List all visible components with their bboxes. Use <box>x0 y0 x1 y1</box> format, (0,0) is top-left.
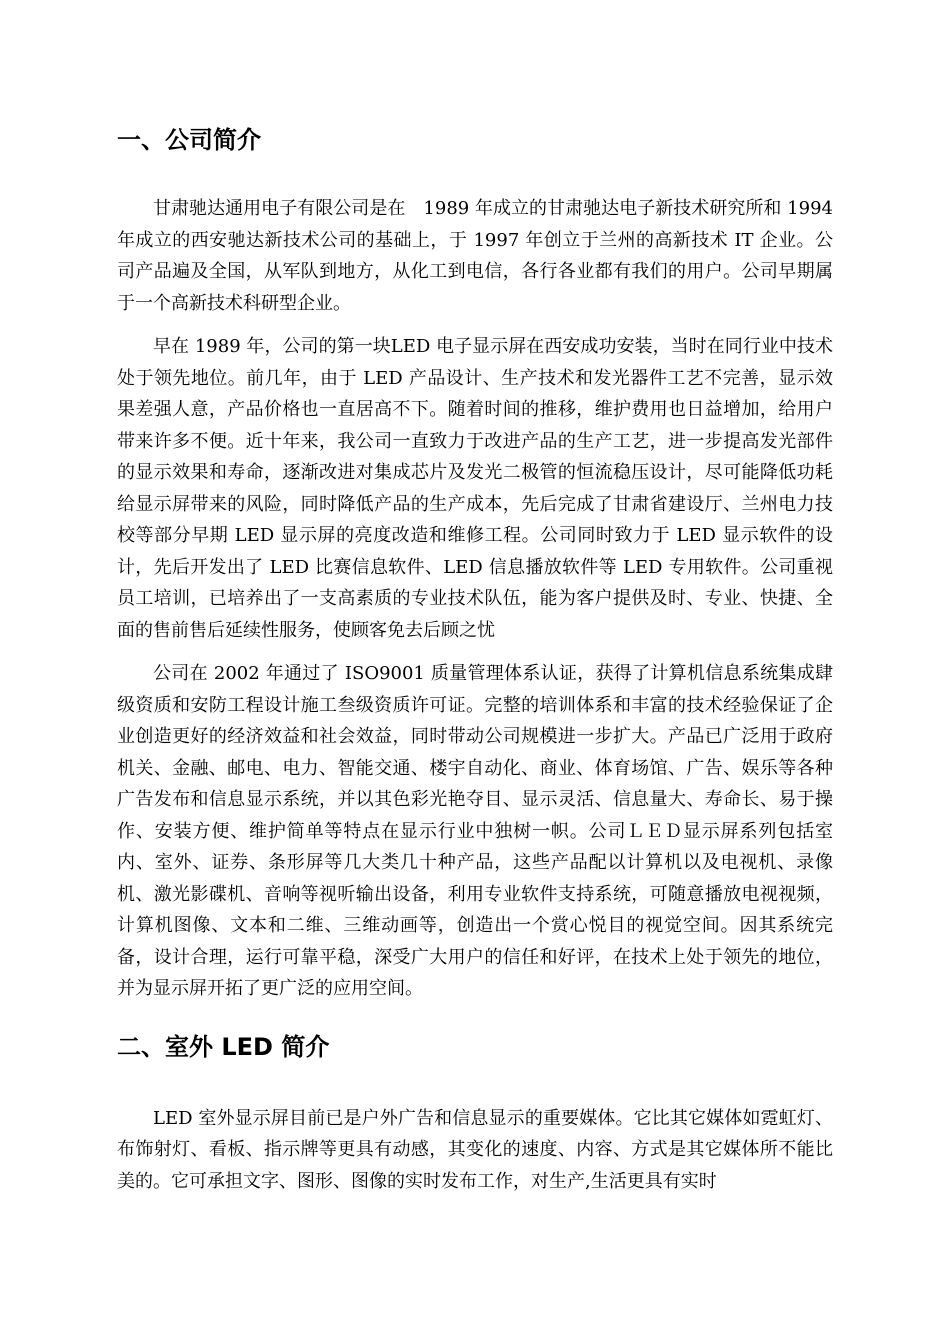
paragraph-certification-products: 公司在 2002 年通过了 ISO9001 质量管理体系认证，获得了计算机信息系统集成肆级资质和安防工程设计施工叁级资质许可证。完整的培训体系和丰富的技术经验保证了企业创造更好的经济效益和社会效益，同时带动公司规模进一步扩大。产品已广泛用于政府机关、金融、邮电、电力、智能交通、楼宇自动化、商业、体育场馆、广告、娱乐等各种广告发布和信息显示系统，并以其色彩光艳夺目、显示灵活、信息量大、寿命长、易于操作、安装方便、维护简单等特点在显示行业中独树一帜。公司ＬＥＤ显示屏系列包括室内、室外、证券、条形屏等几大类几十种产品，这些产品配以计算机以及电视机、录像机、激光影碟机、音响等视听输出设备，利用专业软件支持系统，可随意播放电视视频，计算机图像、文本和二维、三维动画等，创造出一个赏心悦目的视觉空间。因其系统完备，设计合理，运行可靠平稳，深受广大用户的信任和好评，在技术上处于领先的地位，并为显示屏开拓了更广泛的应用空间。 <box>117 663 833 999</box>
paragraph-outdoor-led-intro: LED 室外显示屏目前已是户外广告和信息显示的重要媒体。它比其它媒体如霓虹灯、布饰射灯、看板、指示牌等更具有动感，其变化的速度、内容、方式是其它媒体所不能比美的。它可承担文字、图形、图像的实时发布工作，对生产,生活更具有实时 <box>117 1107 833 1192</box>
paragraph-led-development: 早在 1989 年，公司的第一块LED 电子显示屏在西安成功安装，当时在同行业中技术处于领先地位。前几年，由于 LED 产品设计、生产技术和发光器件工艺不完善，显示效果差强人意，产品价格也一直居高不下。随着时间的推移，维护费用也日益增加，给用户带来许多不便。近十年来，我公司一直致力于改进产品的生产工艺，进一步提高发光部件的显示效果和寿命，逐渐改进对集成芯片及发光二极管的恒流稳压设计，尽可能降低功耗给显示屏带来的风险，同时降低产品的生产成本，先后完成了甘肃省建设厅、兰州电力技校等部分早期 LED 显示屏的亮度改造和维修工程。公司同时致力于 LED 显示软件的设计，先后开发出了 LED 比赛信息软件、LED 信息播放软件等 LED 专用软件。公司重视员工培训，已培养出了一支高素质的专业技术队伍，能为客户提供及时、专业、快捷、全面的售前售后延续性服务，使顾客免去后顾之忧 <box>117 336 833 641</box>
section-heading-company-profile: 一、公司简介 <box>117 126 261 154</box>
paragraph-company-history: 甘肃驰达通用电子有限公司是在 1989 年成立的甘肃驰达电子新技术研究所和 1994 年成立的西安驰达新技术公司的基础上，于 1997 年创立于兰州的高新技术 IT 企业。公司产品遍及全国，从军队到地方，从化工到电信，各行各业都有我们的用户。公司早期属于一个高新技术科研型企业。 <box>117 198 833 314</box>
section-heading-outdoor-led: 二、室外 LED 简介 <box>117 1032 330 1061</box>
document-body <box>117 120 833 1209</box>
